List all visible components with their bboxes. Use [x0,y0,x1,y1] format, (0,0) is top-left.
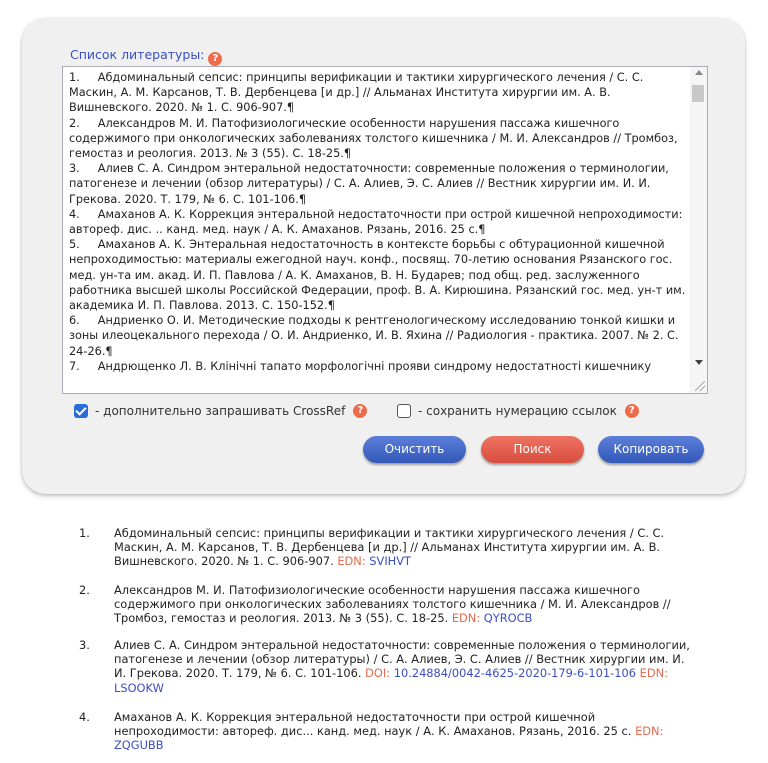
edn-label: EDN: [635,724,664,739]
result-number: 3. [79,638,90,652]
scrollbar-thumb[interactable] [692,85,704,102]
result-text [114,638,694,695]
result-text [114,526,694,569]
citation-text: Амаханов А. К. Коррекция энтеральной недостаточности при острой кишечной непроходимости: автореф. дис... канд. мед. наук / А. К. Амаханов. Рязань, 2016. 25 с. [114,710,632,739]
edn-link[interactable]: LSOOKW [114,680,164,695]
citation-text: Абдоминальный сепсис: принципы верификации и тактики хирургического лечения / С. С. Маскин, А. М. Карсанов, Т. В. Дербенцева [и др.] // Альманах Института хирургии им. А. В. Вишневского. 2020. № 1. С. 906-907. [114,526,665,569]
scroll-down-arrow-icon[interactable] [695,360,703,365]
citation-text: Алиев С. А. Синдром энтеральной недостаточности: современные положения о терминологии, патогенезе и лечении (обзор литературы) / С. А. Алиев, Э. С. Алиев // Вестник хирургии им. И. И. Грекова. 2020. Т. 179, № 6. С. 101-106. [114,638,690,681]
citation-text: Александров М. И. Патофизиологические особенности нарушения пассажа кишечного содержимого при онкологических заболеваниях толстого кишечника / М. И. Александров // Тромбоз, гемостаз и реология. 2013. № 3 (55). С. 18-25. [114,583,671,626]
edn-link[interactable]: SVIHVT [369,554,411,569]
clear-button[interactable]: Очистить [363,436,466,463]
crossref-help-icon[interactable]: ? [353,404,367,418]
copy-button[interactable]: Копировать [598,436,704,463]
search-button[interactable]: Поиск [481,436,584,463]
edn-label: EDN: [639,666,668,681]
edn-label: EDN: [451,611,481,626]
numbering-label[interactable]: - сохранить нумерацию ссылок [418,404,617,418]
bibliography-textarea[interactable] [62,66,708,394]
result-text [114,710,694,753]
textarea-content[interactable]: 1. Абдоминальный сепсис: принципы верификации и тактики хирургического лечения / С. С. Маскин, А. М. Карсанов, Т. В. Дербенцева [и др.] // Альманах Института хирургии им. А. В. Вишневского. 2020. № 1. С. 906-907.¶ 2. Александров М. И. Патофизиологические особенности нарушения пассажа кишечного содержимого при онкологических заболеваниях толстого кишечника / М. И. Александров // Тромбоз, гемостаз и реология. 2013. № 3 (55). С. 18-25.¶ 3. Алиев С. А. Синдром энтеральной недостаточности: современные положения о терминологии, патогенезе и лечении (обзор литературы) / С. А. Алиев, Э. С. Алиев // Вестник хирургии им. И. И. Грекова. 2020. Т. 179, № 6. С. 101-106.¶ 4. Амаханов А. К. Коррекция энтеральной недостаточности при острой кишечной непроходимости: автореф. дис. .. канд. мед. наук / А. К. Амаханов. Рязань, 2016. 25 с.¶ 5. Амаханов А. К. Энтеральная недостаточность в контексте борьбы с обтурационной кишечной непроходимостью: материалы ежегодной науч. конф., посвящ. 70-летию основания Рязанского гос. мед. ун-та им. акад. И. П. Павлова / А. К. Амаханов, В. Н. Бударев; под общ. ред. заслуженного работника высшей школы Российской Федерации, проф. В. А. Кирюшина. Рязанский гос. мед. ун-т им. академика И. П. Павлова. 2013. С. 150-152.¶ 6. Андриенко О. И. Методические подходы к рентгенологическому исследованию тонкой кишки и зоны илеоцекального перехода / О. И. Андриенко, И. В. Яхина // Радиология - практика. 2007. № 2. С. 24-26.¶ 7. Андрющенко Л. В. Клінічні тапато морфологічні прояви синдрому недостатності кишечнику [69,71,686,373]
numbering-help-icon[interactable]: ? [625,404,639,418]
crossref-option[interactable] [74,404,367,418]
edn-link[interactable]: QYROCB [483,611,533,626]
crossref-label[interactable]: - дополнительно запрашивать CrossRef [95,404,346,418]
result-number: 4. [79,710,90,724]
doi-label: DOI: [365,666,391,681]
numbering-option[interactable] [397,404,639,418]
crossref-checkbox[interactable] [74,404,88,418]
bibliography-label-text: Список литературы: [70,47,205,62]
help-icon[interactable]: ? [208,52,222,66]
bibliography-label [70,47,222,66]
result-text [114,583,694,626]
edn-link[interactable]: ZQGUBB [114,738,164,753]
numbering-checkbox[interactable] [397,404,411,418]
edn-label: EDN: [337,554,366,569]
resize-grip-icon[interactable] [695,381,705,391]
doi-link[interactable]: 10.24884/0042-4625-2020-179-6-101-106 [393,666,636,681]
result-number: 2. [79,583,90,597]
result-number: 1. [79,526,90,540]
textarea-scrollbar[interactable] [690,67,707,393]
scroll-up-arrow-icon[interactable] [695,70,703,75]
